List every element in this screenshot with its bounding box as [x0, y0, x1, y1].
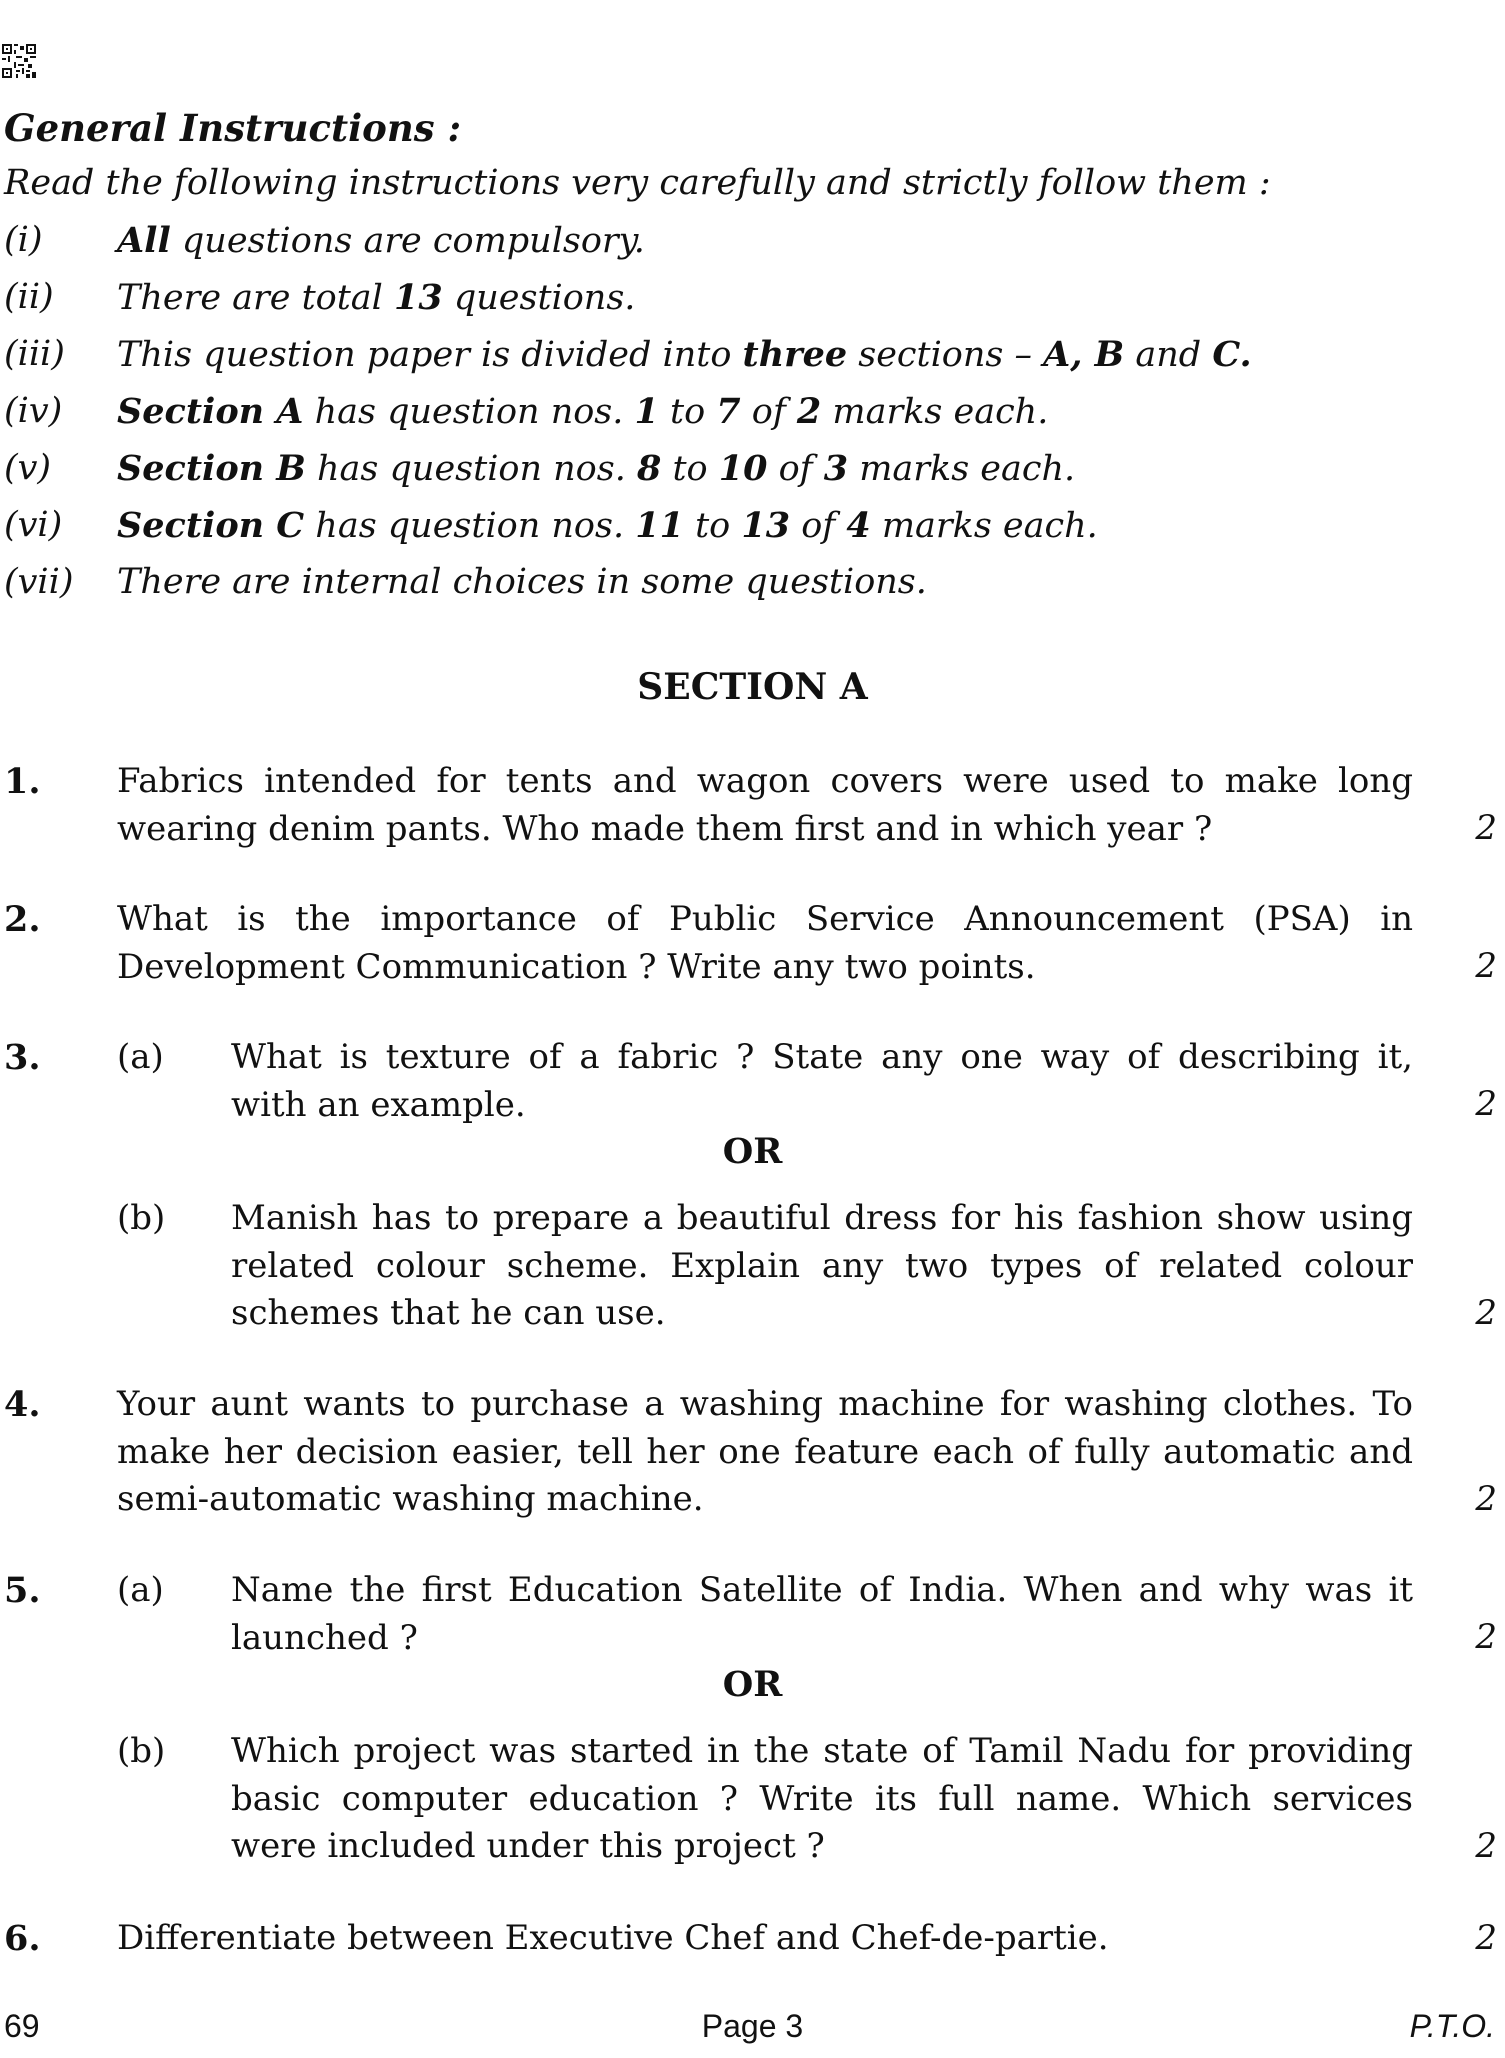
- general-instructions-heading: General Instructions :: [4, 106, 462, 150]
- instructions-list: [0, 220, 1400, 619]
- instruction-number: (iv): [4, 391, 63, 431]
- paper-code: 69: [4, 2008, 40, 2044]
- instruction-item: [0, 277, 1400, 334]
- instruction-item: [0, 562, 1400, 619]
- instruction-text: There are internal choices in some questions.: [117, 562, 927, 602]
- part-label: (b): [117, 1198, 166, 1238]
- part-text: Which project was started in the state of Tamil Nadu for providing basic computer education ? Write its full name. Which services were included under this project ?: [231, 1731, 1413, 1866]
- instruction-item: [0, 334, 1400, 391]
- part-label: (b): [117, 1731, 166, 1771]
- part-text: Manish has to prepare a beautiful dress for his fashion show using related colour scheme. Explain any two types of related colour schemes that he can use.: [231, 1198, 1413, 1333]
- part-text: Name the first Education Satellite of India. When and why was it launched ?: [231, 1570, 1413, 1658]
- question-text: Differentiate between Executive Chef and Chef-de-partie.: [117, 1918, 1109, 1958]
- question-number: 3.: [4, 1037, 41, 1078]
- instruction-item: [0, 220, 1400, 277]
- part-label: (a): [117, 1037, 164, 1077]
- part-text: What is texture of a fabric ? State any one way of describing it, with an example.: [231, 1037, 1413, 1125]
- question-2: [0, 896, 1505, 996]
- or-separator: OR: [722, 1664, 783, 1705]
- instruction-text: Section A has question nos. 1 to 7 of 2 marks each.: [117, 391, 1049, 432]
- instruction-item: [0, 505, 1400, 562]
- question-text: What is the importance of Public Service Announcement (PSA) in Development Communication ? Write any two points.: [117, 899, 1413, 987]
- question-6: [0, 1915, 1505, 1965]
- question-text: Fabrics intended for tents and wagon covers were used to make long wearing denim pants. Who made them first and in which year ?: [117, 761, 1413, 849]
- instruction-text: Section C has question nos. 11 to 13 of 4 marks each.: [117, 505, 1098, 546]
- instruction-number: (ii): [4, 277, 54, 317]
- part-label: (a): [117, 1570, 164, 1610]
- question-number: 4.: [4, 1384, 41, 1425]
- instruction-text: This question paper is divided into three sections – A, B and C.: [117, 334, 1252, 375]
- section-title: SECTION A: [637, 666, 868, 708]
- question-number: 2.: [4, 899, 41, 940]
- instruction-number: (iii): [4, 334, 65, 374]
- question-1: [0, 758, 1505, 858]
- instruction-number: (v): [4, 448, 52, 488]
- page-footer: [0, 2008, 1505, 2058]
- question-marks: 2: [1475, 1826, 1497, 1866]
- instruction-number: (i): [4, 220, 43, 260]
- instruction-text: All questions are compulsory.: [117, 220, 645, 261]
- instruction-number: (vii): [4, 562, 74, 602]
- question-number: 5.: [4, 1570, 41, 1611]
- question-marks: 2: [1475, 1617, 1497, 1657]
- page-number: Page 3: [701, 2008, 804, 2044]
- question-3: [0, 1034, 1505, 1334]
- question-marks: 2: [1475, 946, 1497, 986]
- instruction-item: [0, 448, 1400, 505]
- instruction-text: Section B has question nos. 8 to 10 of 3 marks each.: [117, 448, 1076, 489]
- question-number: 1.: [4, 761, 41, 802]
- question-4: [0, 1381, 1505, 1531]
- question-marks: 2: [1475, 1479, 1497, 1519]
- question-marks: 2: [1475, 1084, 1497, 1124]
- question-marks: 2: [1475, 1918, 1497, 1958]
- qr-code-icon: [2, 44, 36, 78]
- or-separator: OR: [722, 1131, 783, 1172]
- pto-label: P.T.O.: [1409, 2008, 1495, 2044]
- question-5: [0, 1567, 1505, 1867]
- instruction-text: There are total 13 questions.: [117, 277, 636, 318]
- question-marks: 2: [1475, 1293, 1497, 1333]
- question-marks: 2: [1475, 808, 1497, 848]
- instruction-item: [0, 391, 1400, 448]
- question-number: 6.: [4, 1918, 41, 1959]
- instruction-number: (vi): [4, 505, 63, 545]
- general-instructions-intro: Read the following instructions very carefully and strictly follow them :: [4, 163, 1271, 203]
- question-text: Your aunt wants to purchase a washing machine for washing clothes. To make her decision easier, tell her one feature each of fully automatic and semi-automatic washing machine.: [117, 1384, 1413, 1519]
